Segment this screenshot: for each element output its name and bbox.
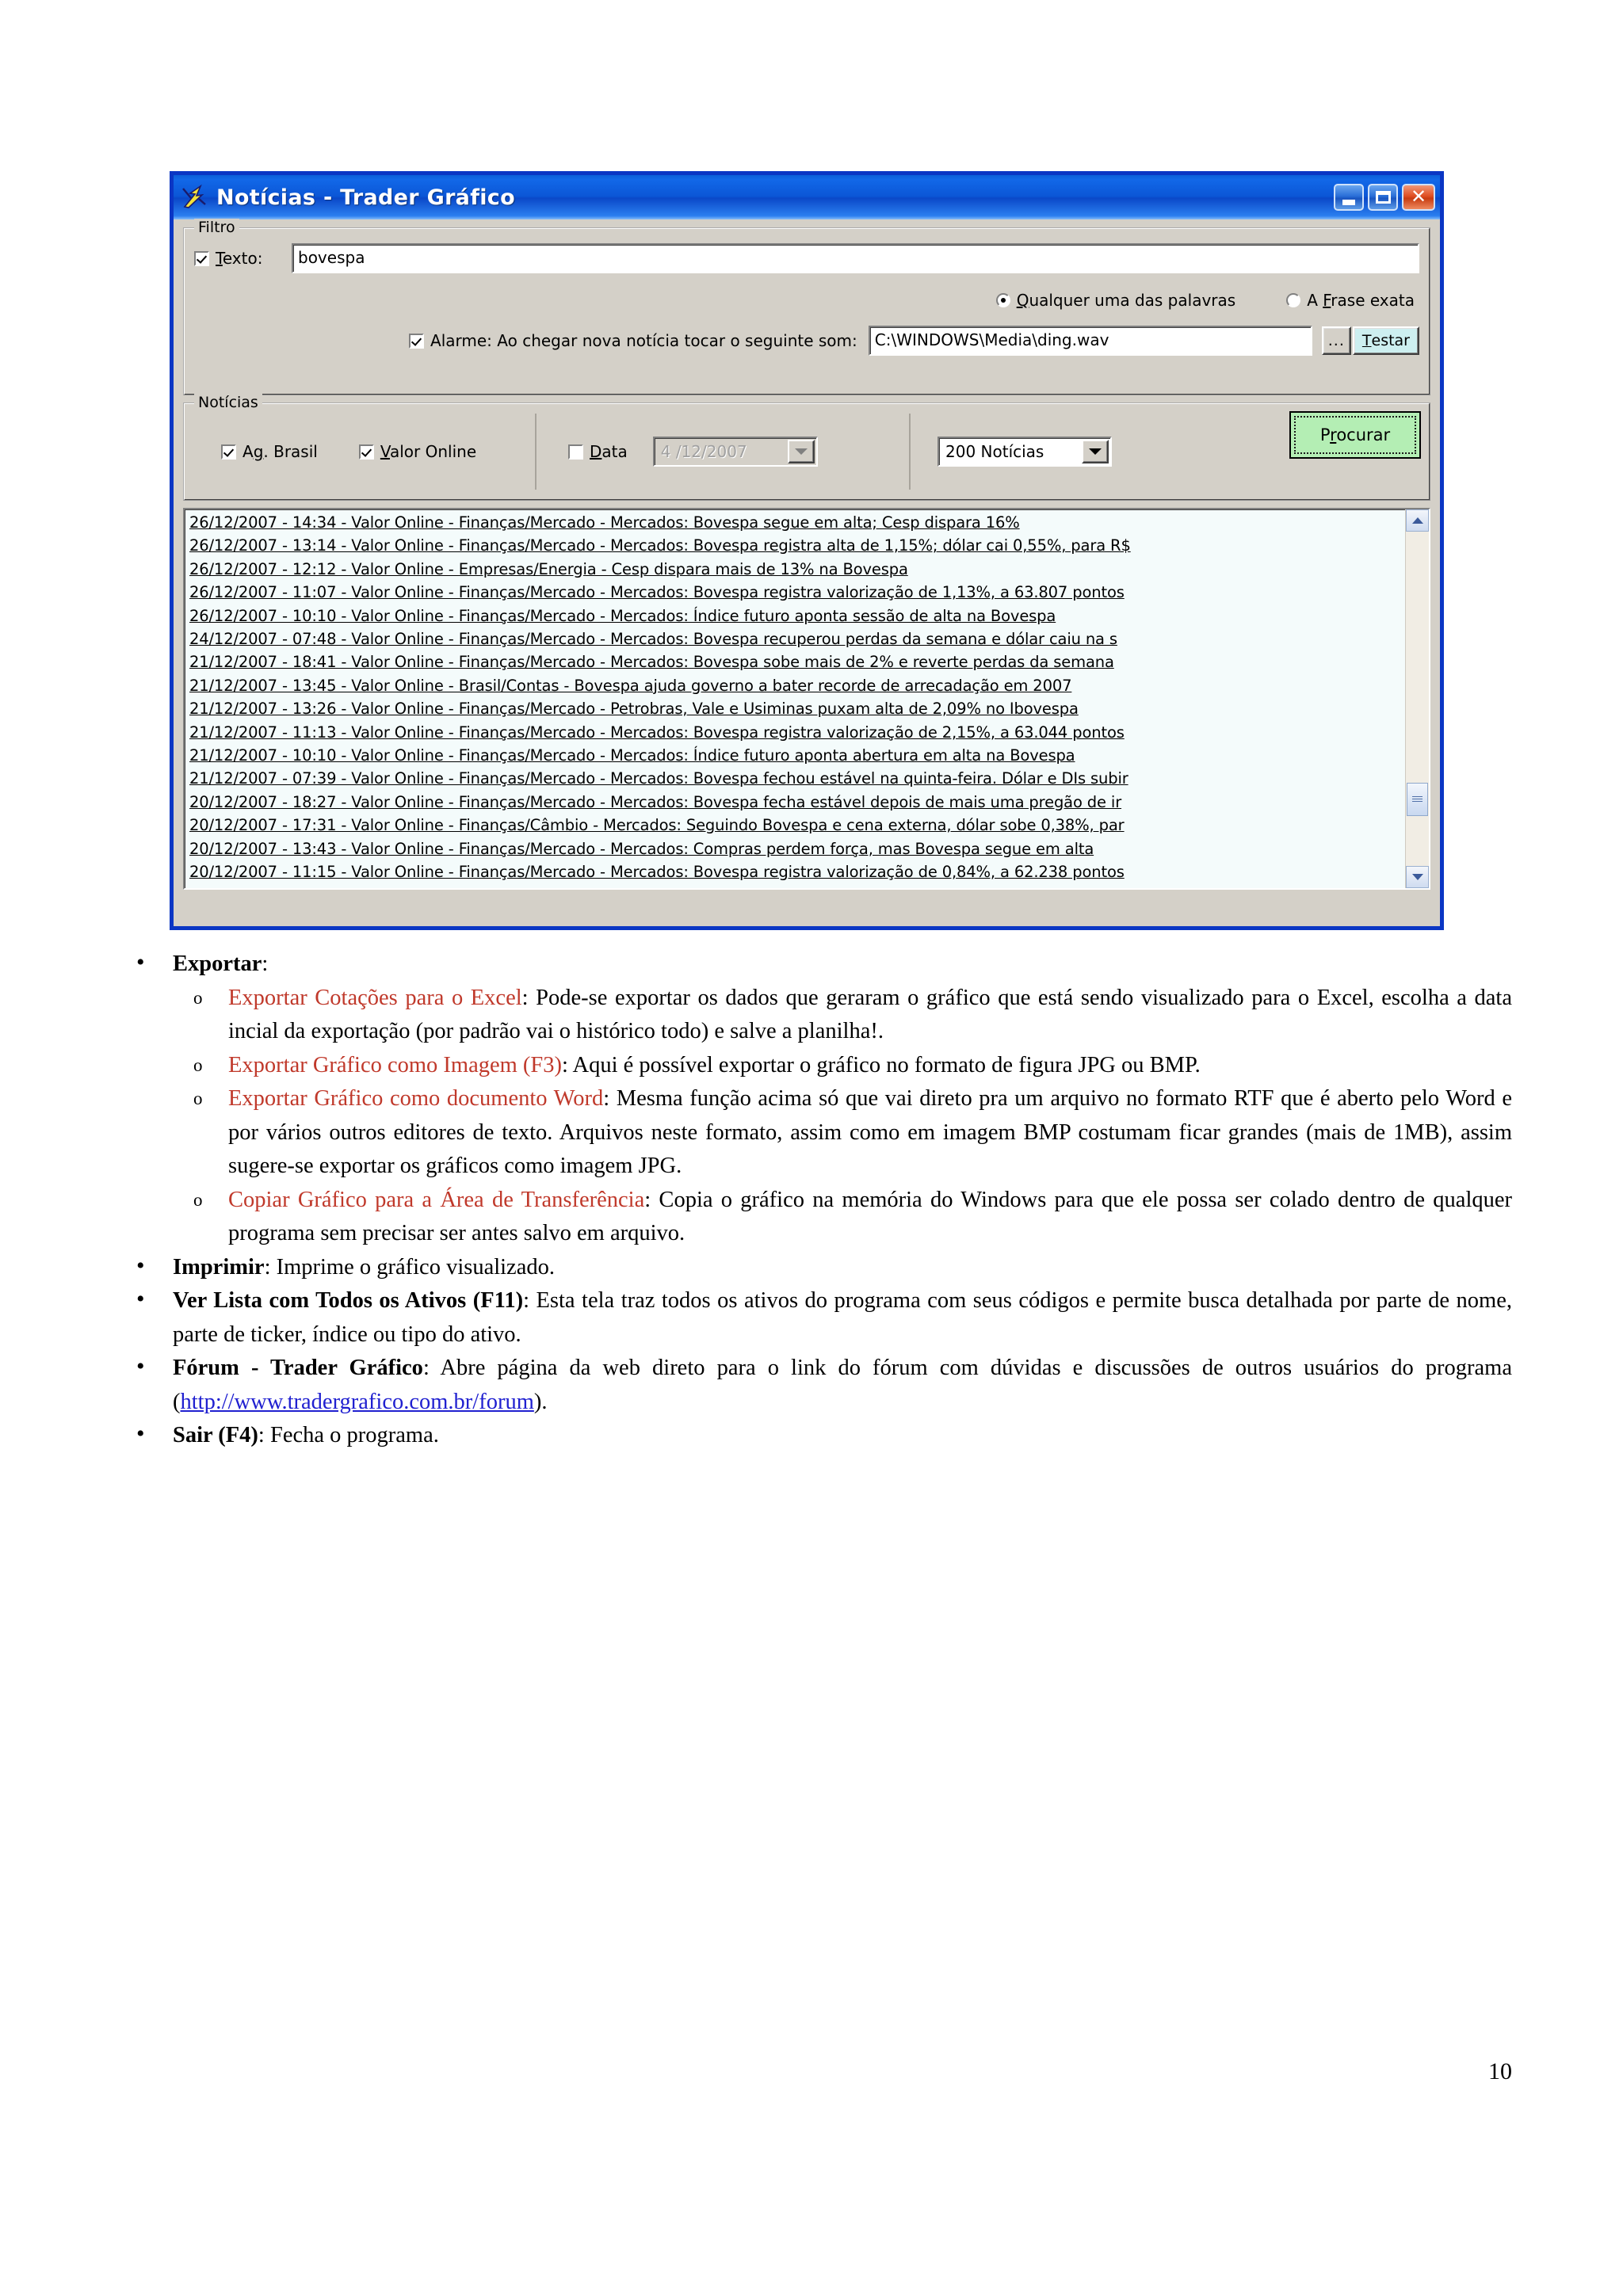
date-picker-dropdown-icon[interactable]	[788, 440, 815, 463]
bullet-sair-body: : Fecha o programa.	[258, 1423, 439, 1447]
news-item[interactable]: 24/12/2007 - 07:48 - Valor Online - Finanças/Mercado - Mercados: Bovespa recuperou perdas da semana e dólar caiu na s	[189, 630, 1117, 649]
date-picker[interactable]	[653, 437, 818, 467]
sub-bullet-clipboard-title: Copiar Gráfico para a Área de Transferência	[228, 1187, 645, 1212]
minimize-button[interactable]	[1334, 184, 1364, 211]
alarme-label: Alarme: Ao chegar nova notícia tocar o seguinte som:	[430, 331, 857, 350]
news-item[interactable]: 20/12/2007 - 18:27 - Valor Online - Finanças/Mercado - Mercados: Bovespa fecha estável depois de mais uma pregão de ir	[189, 792, 1122, 811]
window-titlebar	[174, 175, 1440, 219]
bullet-exportar	[119, 948, 1512, 1251]
news-item[interactable]: 21/12/2007 - 18:41 - Valor Online - Finanças/Mercado - Mercados: Bovespa sobe mais de 2% e reverte perdas da semana	[189, 653, 1114, 672]
sub-bullet-imagem-body: : Aqui é possível exportar o gráfico no formato de figura JPG ou BMP.	[562, 1052, 1201, 1077]
bullet-imprimir	[119, 1251, 1512, 1285]
news-list-scrollbar[interactable]	[1405, 509, 1429, 888]
bullet-sair	[119, 1419, 1512, 1453]
texto-checkbox[interactable]	[194, 251, 209, 266]
news-item[interactable]: 20/12/2007 - 17:31 - Valor Online - Finanças/Câmbio - Mercados: Seguindo Bovespa e cena externa, dólar sobe 0,38%, par	[189, 816, 1125, 835]
forum-link[interactable]: http://www.tradergrafico.com.br/forum	[180, 1389, 534, 1414]
data-label: Data	[590, 442, 628, 461]
source-ag-brasil-checkbox[interactable]	[221, 444, 236, 460]
texto-row	[194, 243, 1419, 273]
bullet-forum-body-before: : Abre página da web direto para o link do fórum com dúvidas e discussões de outros usuários do programa (	[173, 1356, 1512, 1414]
bullet-sair-lead: Sair (F4)	[173, 1423, 258, 1447]
bullet-imprimir-body: : Imprime o gráfico visualizado.	[264, 1254, 555, 1280]
radio-any-words[interactable]	[996, 293, 1010, 307]
sub-bullet-imagem-title: Exportar Gráfico como Imagem (F3)	[228, 1052, 563, 1077]
procurar-button[interactable]	[1289, 411, 1421, 459]
radio-exact-phrase-label: A Frase exata	[1307, 291, 1415, 310]
date-picker-value: 4 /12/2007	[660, 442, 747, 461]
noticias-window	[170, 171, 1444, 930]
bullet-forum	[119, 1352, 1512, 1419]
sub-bullet-excel	[173, 982, 1512, 1049]
app-lightning-icon	[181, 184, 208, 211]
document-body	[119, 948, 1512, 1453]
news-item[interactable]: 21/12/2007 - 07:39 - Valor Online - Finanças/Mercado - Mercados: Bovespa fechou estável na quinta-feira. Dólar e DIs subir	[189, 769, 1128, 788]
source-valor-online-checkbox[interactable]	[359, 444, 374, 460]
news-item[interactable]: 26/12/2007 - 11:07 - Valor Online - Finanças/Mercado - Mercados: Bovespa registra valorização de 1,13%, a 63.807 pontos	[189, 583, 1125, 602]
news-item[interactable]: 26/12/2007 - 12:12 - Valor Online - Empresas/Energia - Cesp dispara mais de 13% na Bovespa	[189, 559, 908, 578]
sub-bullet-word-body: : Mesma função acima só que vai direto pra um arquivo no formato RTF que é aberto pelo Word e por vários outros editores de texto. Arquivos neste formato, assim como em imagem BMP costumam ficar grandes (mais de 1MB), assim sugere-se exportar os gráficos como imagem JPG.	[228, 1086, 1512, 1178]
window-title: Notícias - Trader Gráfico	[216, 185, 515, 210]
sub-bullet-imagem	[173, 1049, 1512, 1083]
close-button[interactable]: ✕	[1402, 184, 1435, 211]
news-item[interactable]: 21/12/2007 - 10:10 - Valor Online - Finanças/Mercado - Mercados: Índice futuro aponta abertura em alta na Bovespa	[189, 746, 1075, 765]
match-mode-row	[194, 291, 1419, 310]
sources-cell	[194, 414, 537, 490]
news-item[interactable]: 20/12/2007 - 11:15 - Valor Online - Finanças/Mercado - Mercados: Bovespa registra valorização de 0,84%, a 62.238 pontos	[189, 863, 1125, 882]
window-controls	[1334, 184, 1435, 211]
bullet-imprimir-lead: Imprimir	[173, 1254, 265, 1280]
news-item[interactable]: 21/12/2007 - 13:26 - Valor Online - Finanças/Mercado - Petrobras, Vale e Usiminas puxam alta de 2,09% no Ibovespa	[189, 700, 1079, 719]
page-number: 10	[1488, 2058, 1512, 2084]
bullet-ver-lista-body: : Esta tela traz todos os ativos do programa com seus códigos e permite busca detalhada por parte de nome, parte de ticker, índice ou tipo do ativo.	[173, 1288, 1513, 1347]
alarme-som-input[interactable]: C:\WINDOWS\Media\ding.wav	[869, 326, 1312, 356]
sub-bullet-excel-title: Exportar Cotações para o Excel	[228, 985, 522, 1010]
procurar-label: Procurar	[1319, 425, 1391, 444]
scroll-down-icon[interactable]	[1406, 866, 1429, 888]
news-count-select[interactable]	[938, 437, 1112, 467]
data-checkbox[interactable]	[568, 444, 583, 460]
top-level-bullet-list	[119, 948, 1512, 1453]
sub-bullet-word	[173, 1082, 1512, 1184]
news-count-value: 200 Notícias	[945, 442, 1044, 461]
scrollbar-grip-icon	[1412, 795, 1423, 805]
filtro-group	[183, 219, 1430, 395]
radio-exact-phrase[interactable]	[1286, 293, 1300, 307]
window-client-area	[174, 219, 1440, 926]
source-valor-online-label: Valor Online	[380, 442, 477, 461]
sub-bullet-word-title: Exportar Gráfico como documento Word	[228, 1086, 604, 1111]
date-cell	[537, 414, 911, 490]
alarme-checkbox[interactable]	[409, 334, 424, 349]
sub-bullet-clipboard	[173, 1184, 1512, 1251]
scroll-up-icon[interactable]	[1406, 509, 1429, 532]
scrollbar-thumb[interactable]	[1407, 783, 1428, 816]
news-item[interactable]: 20/12/2007 - 13:43 - Valor Online - Finanças/Mercado - Mercados: Compras perdem força, mas Bovespa segue em alta	[189, 839, 1094, 858]
texto-label: Texto:	[216, 249, 263, 268]
noticias-filter-group	[183, 394, 1430, 501]
news-item[interactable]: 21/12/2007 - 11:13 - Valor Online - Finanças/Mercado - Mercados: Bovespa registra valorização de 2,15%, a 63.044 pontos	[189, 723, 1125, 742]
news-results-listbox[interactable]	[183, 508, 1430, 890]
noticias-legend: Notícias	[194, 394, 262, 411]
bullet-forum-body-after: ).	[533, 1389, 548, 1414]
texto-input[interactable]: bovespa	[292, 243, 1419, 273]
bullet-exportar-colon: :	[262, 952, 269, 976]
news-results-list	[185, 509, 1405, 888]
bullet-forum-lead: Fórum - Trader Gráfico	[173, 1356, 423, 1380]
maximize-button[interactable]	[1368, 184, 1398, 211]
radio-any-words-label: Qualquer uma das palavras	[1016, 291, 1236, 310]
testar-button[interactable]: T estar	[1353, 326, 1419, 355]
noticias-controls-row	[194, 414, 1419, 490]
bullet-ver-lista-lead: Ver Lista com Todos os Ativos (F11)	[173, 1288, 524, 1313]
filtro-legend: Filtro	[194, 219, 239, 236]
alarme-row	[194, 326, 1419, 356]
sub-bullet-clipboard-body: : Copia o gráfico na memória do Windows para que ele possa ser colado dentro de qualquer programa sem precisar ser antes salvo em arquivo.	[228, 1187, 1512, 1245]
news-item[interactable]: 21/12/2007 - 13:45 - Valor Online - Brasil/Contas - Bovespa ajuda governo a bater recorde de arrecadação em 2007	[189, 676, 1072, 695]
bullet-ver-lista	[119, 1284, 1512, 1352]
exportar-sub-list	[173, 982, 1512, 1251]
bullet-exportar-lead: Exportar	[173, 952, 262, 976]
browse-sound-button[interactable]: ...	[1322, 326, 1351, 355]
news-item[interactable]: 26/12/2007 - 13:14 - Valor Online - Finanças/Mercado - Mercados: Bovespa registra alta de 1,15%; dólar cai 0,55%, para R$	[189, 536, 1131, 555]
news-count-dropdown-icon[interactable]	[1082, 440, 1109, 463]
source-ag-brasil-label: Ag. Brasil	[242, 442, 318, 461]
news-item[interactable]: 26/12/2007 - 14:34 - Valor Online - Finanças/Mercado - Mercados: Bovespa segue em alta; Cesp dispara 16%	[189, 513, 1020, 532]
sub-bullet-excel-body: : Pode-se exportar os dados que geraram o gráfico que está sendo visualizado para o Excel, escolha a data incial da exportação (por padrão vai o histórico todo) e salve a planilha!.	[228, 985, 1512, 1043]
news-item[interactable]: 26/12/2007 - 10:10 - Valor Online - Finanças/Mercado - Mercados: Índice futuro aponta sessão de alta na Bovespa	[189, 606, 1056, 625]
